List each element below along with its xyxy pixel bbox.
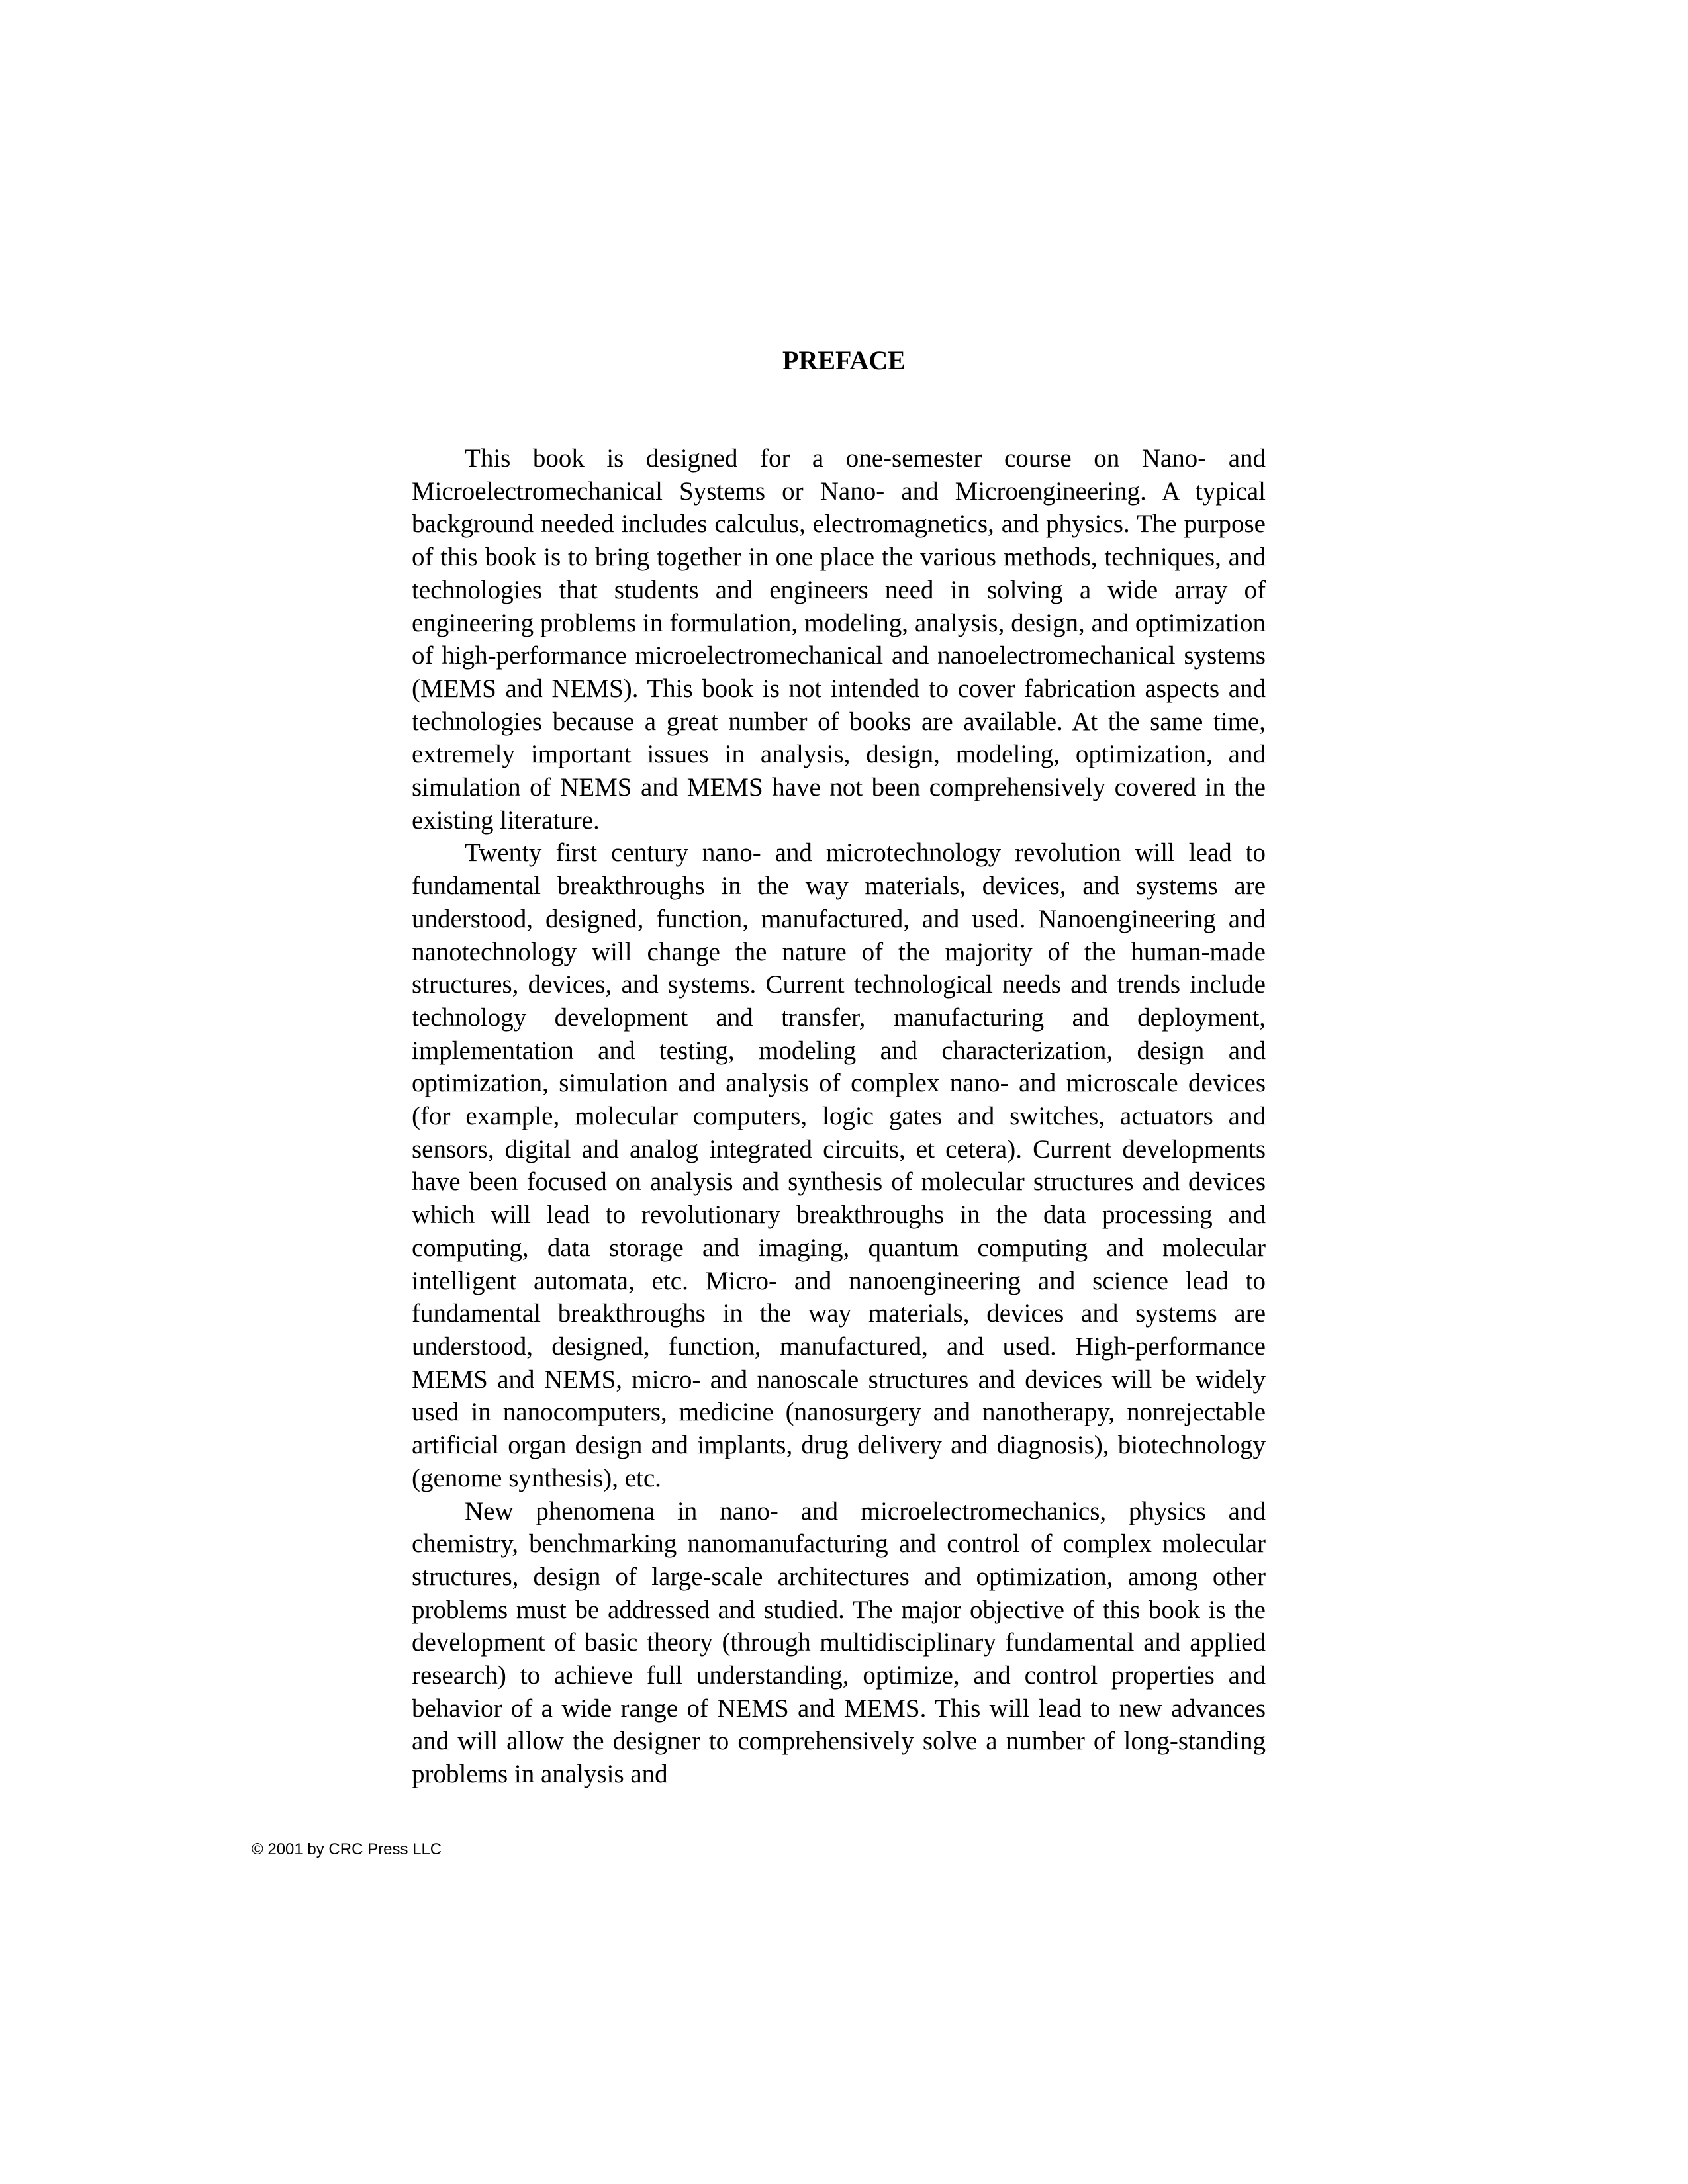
paragraph-3: New phenomena in nano- and microelectromechanics, physics and chemistry, benchmarking nanomanufacturing and control of complex molecular structures, design of large-scale architectures and optimization, among other problems must be addressed and studied. The major objective of this book is the development of basic theory (through multidisciplinary fundamental and applied research) to achieve full understanding, optimize, and control properties and behavior of a wide range of NEMS and MEMS. This will lead to new advances and will allow the designer to comprehensively solve a number of long-standing problems in analysis and	[412, 1496, 1266, 1789]
paragraph-2: Twenty first century nano- and microtechnology revolution will lead to fundamental breakthroughs in the way materials, devices, and systems are understood, designed, function, manufactured, and used. Nanoengineering and nanotechnology will change the nature of the majority of the human-made structures, devices, and systems. Current technological needs and trends include technology development and transfer, manufacturing and deployment, implementation and testing, modeling and characterization, design and optimization, simulation and analysis of complex nano- and microscale devices (for example, molecular computers, logic gates and switches, actuators and sensors, digital and analog integrated circuits, et cetera). Current developments have been focused on analysis and synthesis of molecular structures and devices which will lead to revolutionary breakthroughs in the data processing and computing, data storage and imaging, quantum computing and molecular intelligent automata, etc. Micro- and nanoengineering and science lead to fundamental breakthroughs in the way materials, devices and systems are understood, designed, function, manufactured, and used. High-performance MEMS and NEMS, micro- and nanoscale structures and devices will be widely used in nanocomputers, medicine (nanosurgery and nanotherapy, nonrejectable artificial organ design and implants, drug delivery and diagnosis), biotechnology (genome synthesis), etc.	[412, 839, 1266, 1492]
copyright-footer: © 2001 by CRC Press LLC	[252, 1841, 442, 1858]
paragraph-1: This book is designed for a one-semester course on Nano- and Microelectromechanical Systems or Nano- and Microengineering. A typical background needed includes calculus, electromagnetics, and physics. The purpose of this book is to bring together in one place the various methods, techniques, and technologies that students and engineers need in solving a wide array of engineering problems in formulation, modeling, analysis, design, and optimization of high-performance microelectromechanical and nanoelectromechanical systems (MEMS and NEMS). This book is not intended to cover fabrication aspects and technologies because a great number of books are available. At the same time, extremely important issues in analysis, design, modeling, optimization, and simulation of NEMS and MEMS have not been comprehensively covered in the existing literature.	[412, 444, 1266, 835]
preface-body	[412, 442, 1266, 1791]
page-title: PREFACE	[782, 345, 906, 375]
